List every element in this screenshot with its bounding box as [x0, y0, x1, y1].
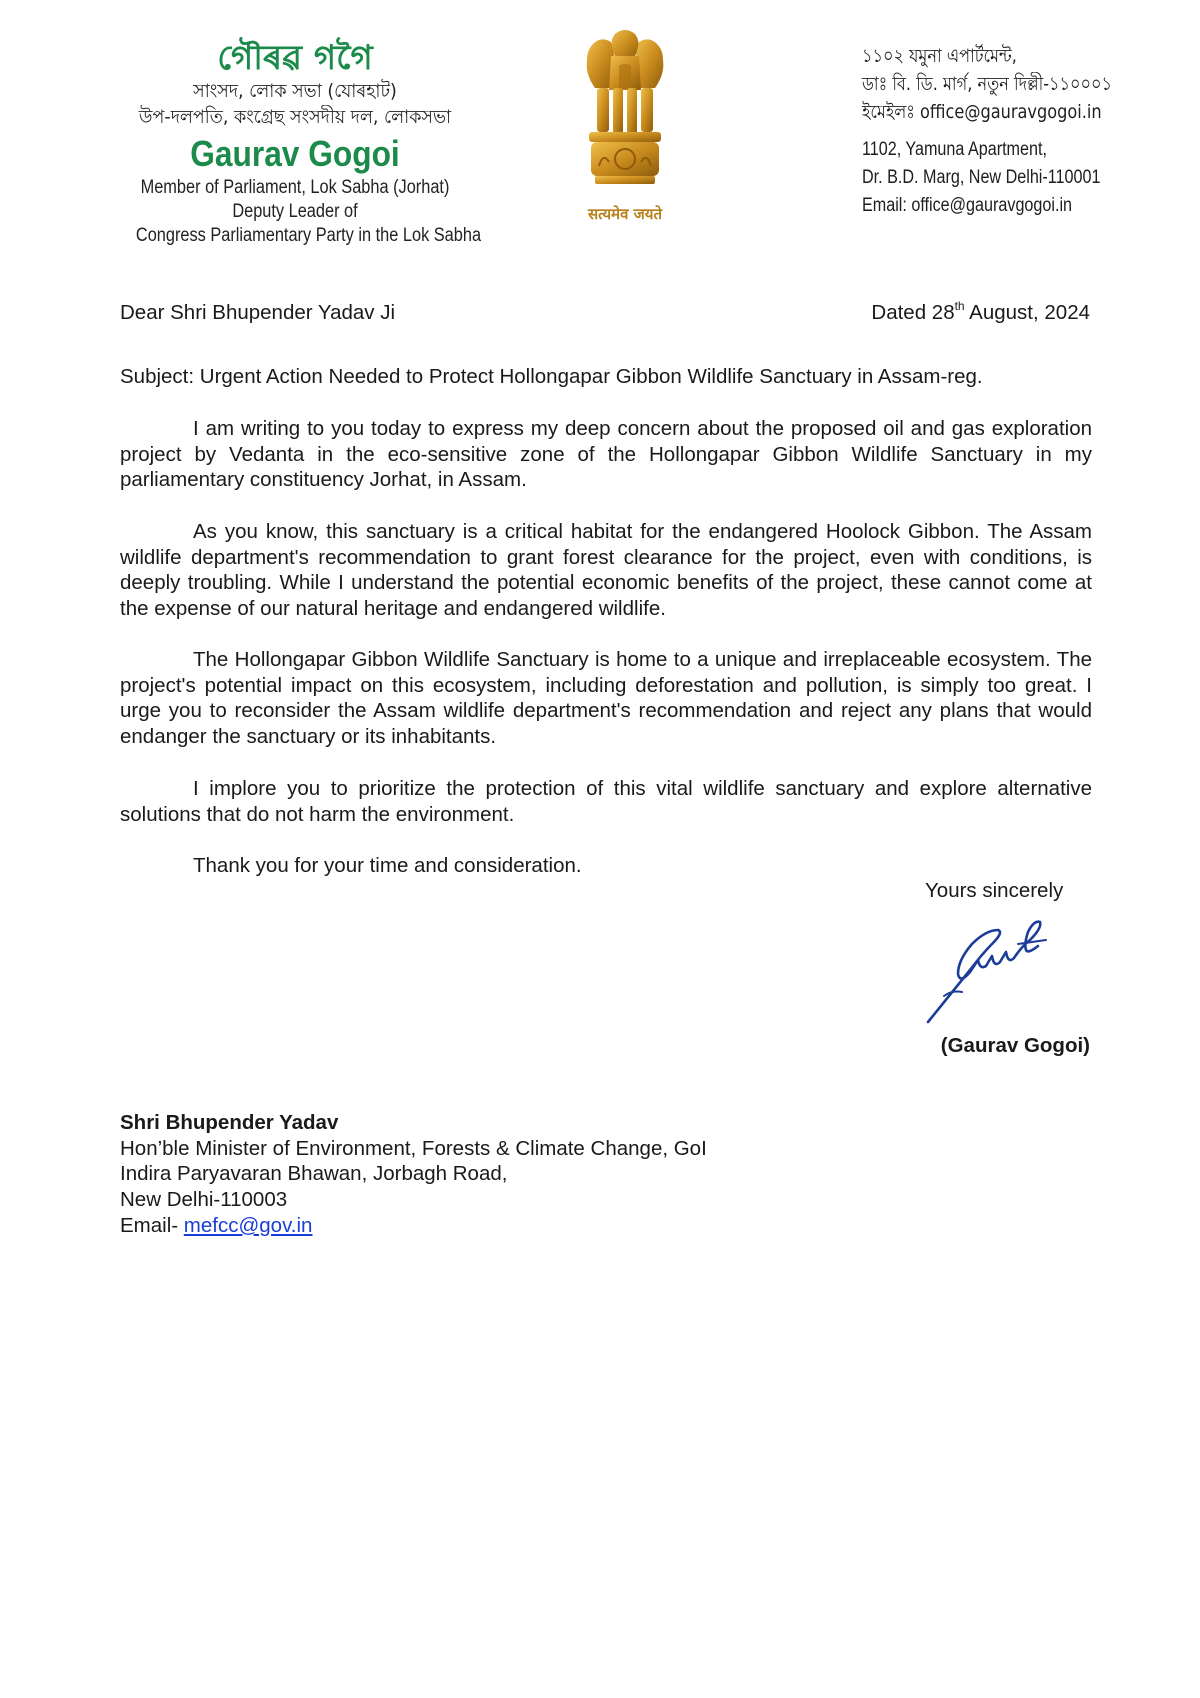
national-emblem: [570, 26, 680, 236]
recipient-email-label: Email-: [120, 1213, 184, 1237]
sender-role-english-2: Deputy Leader of: [232, 201, 358, 222]
recipient-address-1: Indira Paryavaran Bhawan, Jorbagh Road,: [120, 1162, 508, 1186]
sender-role-assamese-2: উপ-দলপতি, কংগ্ৰেছ সংসদীয় দল, লোকসভা: [138, 106, 452, 128]
sender-role-english-1: Member of Parliament, Lok Sabha (Jorhat): [140, 177, 450, 198]
date-ordinal-suffix: th: [954, 299, 965, 313]
letter-subject: Subject: Urgent Action Needed to Protect Hollongapar Gibbon Wildlife Sanctuary in Assam-reg.: [120, 365, 983, 388]
address-assamese-2: ডাঃ বি. ডি. মাৰ্গ, নতুন দিল্লী-১১০০০১: [862, 73, 1112, 95]
date-prefix: Dated 28: [871, 301, 955, 324]
recipient-title: Hon’ble Minister of Environment, Forests & Climate Change, GoI: [120, 1136, 707, 1160]
body-paragraph-5: Thank you for your time and consideration.: [193, 854, 582, 877]
sender-role-assamese-1: সাংসদ, লোক সভা (যোৰহাট): [193, 80, 397, 102]
recipient-name: Shri Bhupender Yadav: [120, 1111, 339, 1134]
lion-capital-emblem-icon: [575, 26, 675, 206]
emblem-motto: सत्यमेव जयते: [587, 205, 663, 223]
recipient-address-2: New Delhi-110003: [120, 1188, 288, 1212]
closing: Yours sincerely: [925, 879, 1064, 902]
letter-date: [871, 300, 1090, 326]
address-assamese-3: ইমেইলঃ office@gauravgogoi.in: [862, 101, 1102, 123]
address-english-3: Email: office@gauravgogoi.in: [862, 195, 1073, 216]
address-assamese-1: ১১০২ যমুনা এপাৰ্টমেন্ট,: [862, 45, 1017, 67]
body-paragraph-2: As you know, this sanctuary is a critical habitat for the endangered Hoolock Gibbon. The Assam wildlife department's recommendation to grant forest clearance for the project, even with conditions, is deeply troubling. While I understand the potential economic benefits of the project, these cannot come at the expense of our natural heritage and endangered wildlife.: [120, 520, 1092, 621]
recipient-block: [120, 1110, 707, 1239]
recipient-email-line: [120, 1213, 707, 1239]
address-english-1: 1102, Yamuna Apartment,: [862, 139, 1047, 160]
signer-name: (Gaurav Gogoi): [940, 1034, 1090, 1057]
salutation: Dear Shri Bhupender Yadav Ji: [120, 301, 396, 324]
body-paragraph-1: I am writing to you today to express my deep concern about the proposed oil and gas exploration project by Vedanta in the eco-sensitive zone of the Hollongapar Gibbon Wildlife Sanctuary in my parliamentary constituency Jorhat, in Assam.: [120, 417, 1092, 492]
letterhead-address: [862, 42, 1152, 220]
sender-role-english-3: Congress Parliamentary Party in the Lok Sabha: [135, 225, 482, 246]
sender-name-assamese: গৌৰৱ গগৈ: [217, 38, 373, 78]
recipient-email-link[interactable]: mefcc@gov.in: [183, 1213, 313, 1237]
letterhead-sender: [110, 38, 480, 248]
body-paragraph-4: I implore you to prioritize the protection of this vital wildlife sanctuary and explore alternative solutions that do not harm the environment.: [120, 777, 1092, 826]
address-english-2: Dr. B.D. Marg, New Delhi-110001: [862, 167, 1101, 188]
sender-name-english: Gaurav Gogoi: [190, 133, 400, 174]
body-paragraph-3: The Hollongapar Gibbon Wildlife Sanctuary is home to a unique and irreplaceable ecosystem. The project's potential impact on this ecosystem, including deforestation and pollution, is simply too great. I urge you to reconsider the Assam wildlife department's recommendation and reject any plans that would endanger the sanctuary or its inhabitants.: [120, 648, 1092, 749]
date-rest: August, 2024: [964, 301, 1090, 324]
handwritten-signature: [900, 910, 1060, 1030]
